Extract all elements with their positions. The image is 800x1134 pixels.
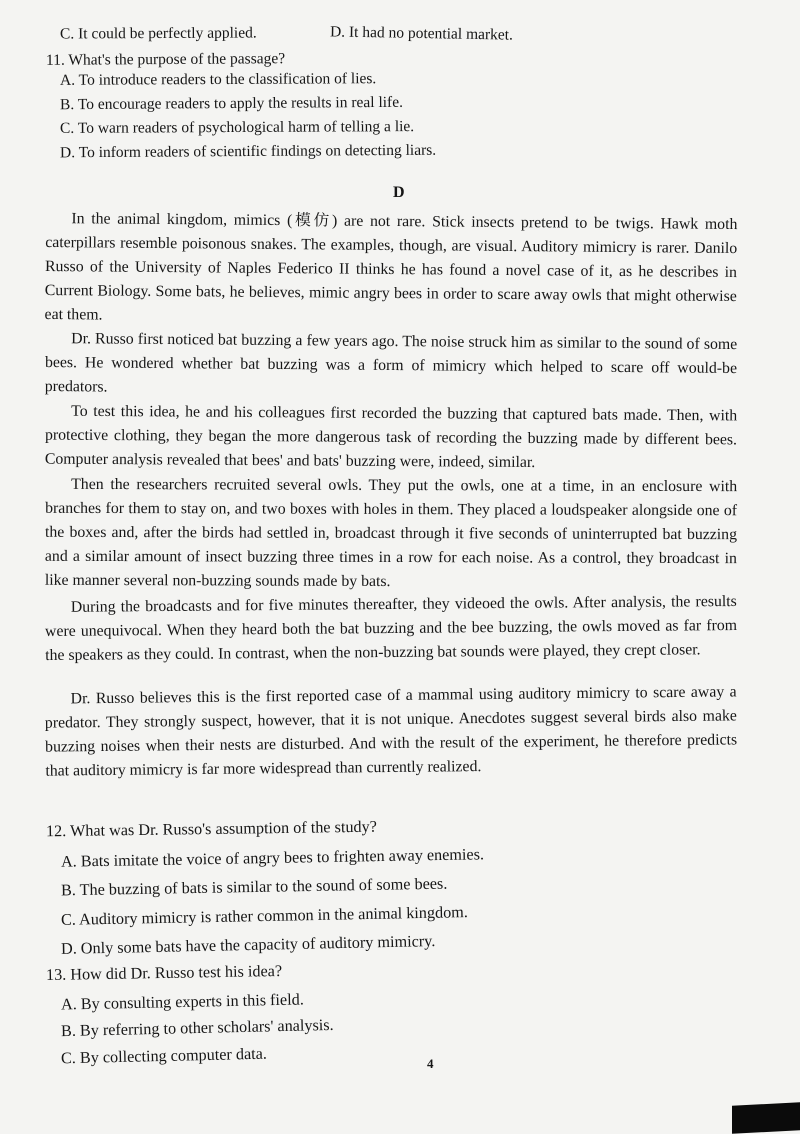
q11-option-c: C. To warn readers of psychological harm of telling a lie. bbox=[59, 118, 415, 137]
q13-option-c: C. By collecting computer data. bbox=[60, 1044, 268, 1068]
q12-option-a: A. Bats imitate the voice of angry bees to frighten away enemies. bbox=[60, 845, 485, 871]
q10-option-d: D. It had no potential market. bbox=[329, 23, 514, 44]
q13-option-b: B. By referring to other scholars' analysis. bbox=[60, 1015, 334, 1041]
q13-option-a: A. By consulting experts in this field. bbox=[60, 990, 304, 1014]
q12-option-d: D. Only some bats have the capacity of auditory mimicry. bbox=[60, 932, 436, 958]
section-heading: D bbox=[393, 184, 405, 201]
q11-stem: 11. What's the purpose of the passage? bbox=[45, 50, 286, 69]
q10-option-c: C. It could be perfectly applied. bbox=[59, 24, 257, 43]
passage-paragraph: During the broadcasts and for five minutes thereafter, they videoed the owls. After analysis, the results were unequivocal. When they heard both the bat buzzing and the bee buzzing, the owls moved as far from the speakers as they could. In contrast, when the non-buzzing bat sounds were played, they crept closer. bbox=[44, 592, 738, 665]
passage-paragraph: Dr. Russo first noticed bat buzzing a few years ago. The noise struck him as similar to the sound of some bees. He wondered whether bat buzzing was a form of mimicry which helped to scare off would-be predators. bbox=[44, 330, 738, 396]
q12-option-b: B. The buzzing of bats is similar to the sound of some bees. bbox=[60, 874, 448, 900]
passage-paragraph: To test this idea, he and his colleagues first recorded the buzzing that captured bats made. Then, with protective clothing, they began the more dangerous task of recording the buzzing made by different bees. Computer analysis revealed that bees' and bats' buzzing were, indeed, similar. bbox=[44, 402, 738, 472]
passage-paragraph: Then the researchers recruited several owls. They put the owls, one at a time, in an enclosure with branches for them to stay on, and two boxes with holes in them. They placed a loudspeaker alongside one of the boxes and, after the birds had settled in, broadcast through it five seconds of uninterrupted bat buzzing and a similar amount of insect buzzing three times in a row for each noise. As a control, they broadcast in like manner several non-buzzing sounds made by bats. bbox=[44, 475, 738, 590]
passage-paragraph: Dr. Russo believes this is the first reported case of a mammal using auditory mimicry to scare away a predator. They strongly suspect, however, that it is not unique. Anecdotes suggest several birds also make buzzing noises when their nests are disturbed. And with the result of the experiment, he therefore predicts that auditory mimicry is far more widespread than currently realized. bbox=[44, 683, 738, 780]
page-number: 4 bbox=[427, 1056, 434, 1071]
q12-option-c: C. Auditory mimicry is rather common in the animal kingdom. bbox=[60, 903, 469, 929]
passage-paragraph: In the animal kingdom, mimics (模仿) are not rare. Stick insects pretend to be twigs. Hawk moth caterpillars resemble poisonous snakes. The examples, though, are visual. Auditory mimicry is rarer. Danilo Russo of the University of Naples Federico II thinks he has found a novel case of it, as he describes in Current Biology. Some bats, he believes, mimic angry bees in order to scare away owls that might otherwise eat them. bbox=[44, 210, 738, 324]
q11-option-b: B. To encourage readers to apply the results in real life. bbox=[59, 93, 404, 114]
q13-stem: 13. How did Dr. Russo test his idea? bbox=[45, 961, 283, 985]
q11-option-a: A. To introduce readers to the classification of lies. bbox=[59, 70, 377, 89]
scan-ink-blot bbox=[732, 1102, 800, 1134]
q11-option-d: D. To inform readers of scientific findings on detecting liars. bbox=[59, 141, 437, 162]
q12-stem: 12. What was Dr. Russo's assumption of the study? bbox=[45, 817, 377, 841]
